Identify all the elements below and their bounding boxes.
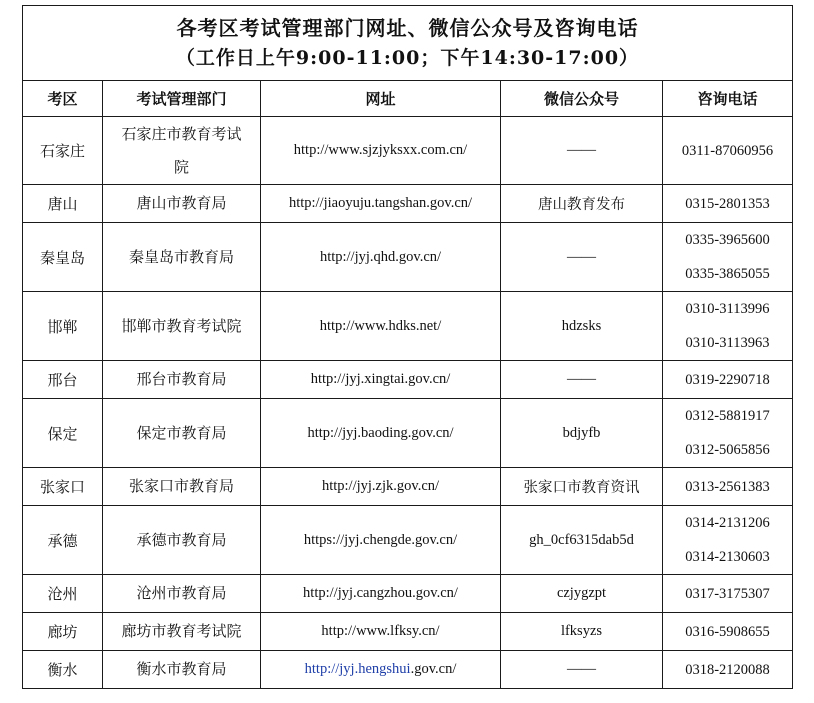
phone-cell	[663, 223, 793, 292]
header-department: 考试管理部门	[103, 81, 261, 117]
phone-number: 0314-2130603	[685, 549, 770, 565]
wechat-cell: ——	[501, 223, 663, 292]
phone-number: 0316-5908655	[685, 623, 770, 640]
region-cell: 唐山	[23, 185, 103, 223]
wechat-cell: gh_0cf6315dab5d	[501, 506, 663, 575]
phone-number: 0317-3175307	[685, 585, 770, 602]
phone-cell	[663, 468, 793, 506]
url-cell: http://jiaoyuju.tangshan.gov.cn/	[261, 185, 501, 223]
department-cell: 承德市教育局	[103, 506, 261, 575]
department-cell: 沧州市教育局	[103, 575, 261, 613]
url-cell: http://jyj.zjk.gov.cn/	[261, 468, 501, 506]
wechat-cell: ——	[501, 361, 663, 399]
department-cell: 衡水市教育局	[103, 651, 261, 689]
table-row	[23, 613, 793, 651]
table-row	[23, 185, 793, 223]
table-row	[23, 651, 793, 689]
wechat-cell: czjygzpt	[501, 575, 663, 613]
department-text: 石家庄市教育考试院	[121, 124, 242, 176]
phone-cell	[663, 185, 793, 223]
region-cell: 秦皇岛	[23, 223, 103, 292]
phone-cell	[663, 613, 793, 651]
phone-number: 0318-2120088	[685, 661, 770, 678]
table-row	[23, 468, 793, 506]
table-title	[23, 6, 793, 81]
header-url: 网址	[261, 81, 501, 117]
phone-cell	[663, 399, 793, 468]
url-cell: http://jyj.xingtai.gov.cn/	[261, 361, 501, 399]
table-row	[23, 506, 793, 575]
header-phone: 咨询电话	[663, 81, 793, 117]
header-wechat: 微信公众号	[501, 81, 663, 117]
phone-cell	[663, 361, 793, 399]
hengshui-url-link[interactable]: http://jyj.hengshui	[304, 661, 411, 677]
department-cell	[103, 117, 261, 185]
department-cell: 邯郸市教育考试院	[103, 292, 261, 361]
phone-number: 0319-2290718	[685, 371, 770, 388]
phone-number: 0312-5065856	[685, 442, 770, 458]
phone-number: 0311-87060956	[681, 142, 774, 159]
region-cell: 廊坊	[23, 613, 103, 651]
phone-cell	[663, 651, 793, 689]
header-region: 考区	[23, 81, 103, 117]
phone-number: 0310-3113996	[685, 301, 770, 317]
region-cell: 保定	[23, 399, 103, 468]
phone-number: 0315-2801353	[685, 195, 770, 212]
phone-cell	[663, 506, 793, 575]
department-cell: 邢台市教育局	[103, 361, 261, 399]
wechat-cell: 唐山教育发布	[501, 185, 663, 223]
table-row	[23, 575, 793, 613]
phone-number: 0310-3113963	[685, 335, 770, 351]
department-cell: 唐山市教育局	[103, 185, 261, 223]
phone-number: 0314-2131206	[685, 515, 770, 531]
phone-cell	[663, 117, 793, 185]
url-cell: http://jyj.cangzhou.gov.cn/	[261, 575, 501, 613]
table-row	[23, 223, 793, 292]
department-cell: 廊坊市教育考试院	[103, 613, 261, 651]
wechat-cell: lfksyzs	[501, 613, 663, 651]
department-cell: 秦皇岛市教育局	[103, 223, 261, 292]
wechat-cell: bdjyfb	[501, 399, 663, 468]
region-cell: 石家庄	[23, 117, 103, 185]
table-row	[23, 399, 793, 468]
region-cell: 张家口	[23, 468, 103, 506]
region-cell: 沧州	[23, 575, 103, 613]
url-cell	[261, 651, 501, 689]
department-cell: 张家口市教育局	[103, 468, 261, 506]
phone-cell	[663, 575, 793, 613]
header-row	[23, 81, 793, 117]
phone-cell	[663, 292, 793, 361]
region-cell: 衡水	[23, 651, 103, 689]
phone-number: 0313-2561383	[685, 478, 770, 495]
url-cell: http://www.sjzjyksxx.com.cn/	[261, 117, 501, 185]
url-suffix: .gov.cn/	[410, 661, 457, 677]
contact-table	[22, 5, 793, 689]
wechat-cell: ——	[501, 651, 663, 689]
wechat-cell: hdzsks	[501, 292, 663, 361]
url-cell: http://jyj.baoding.gov.cn/	[261, 399, 501, 468]
region-cell: 邢台	[23, 361, 103, 399]
phone-number: 0335-3965600	[685, 232, 770, 248]
wechat-cell: ——	[501, 117, 663, 185]
url-cell: http://www.hdks.net/	[261, 292, 501, 361]
table-row	[23, 361, 793, 399]
url-cell: http://jyj.qhd.gov.cn/	[261, 223, 501, 292]
phone-number: 0312-5881917	[685, 408, 770, 424]
region-cell: 承德	[23, 506, 103, 575]
wechat-cell: 张家口市教育资讯	[501, 468, 663, 506]
title-line-1: 各考区考试管理部门网址、微信公众号及咨询电话	[176, 16, 639, 40]
phone-number: 0335-3865055	[685, 266, 770, 282]
url-cell: http://www.lfksy.cn/	[261, 613, 501, 651]
region-cell: 邯郸	[23, 292, 103, 361]
url-cell: https://jyj.chengde.gov.cn/	[261, 506, 501, 575]
title-line-2: （工作日上午9:00-11:00；下午14:30-17:00）	[175, 47, 640, 69]
department-cell: 保定市教育局	[103, 399, 261, 468]
table-row	[23, 117, 793, 185]
table-row	[23, 292, 793, 361]
